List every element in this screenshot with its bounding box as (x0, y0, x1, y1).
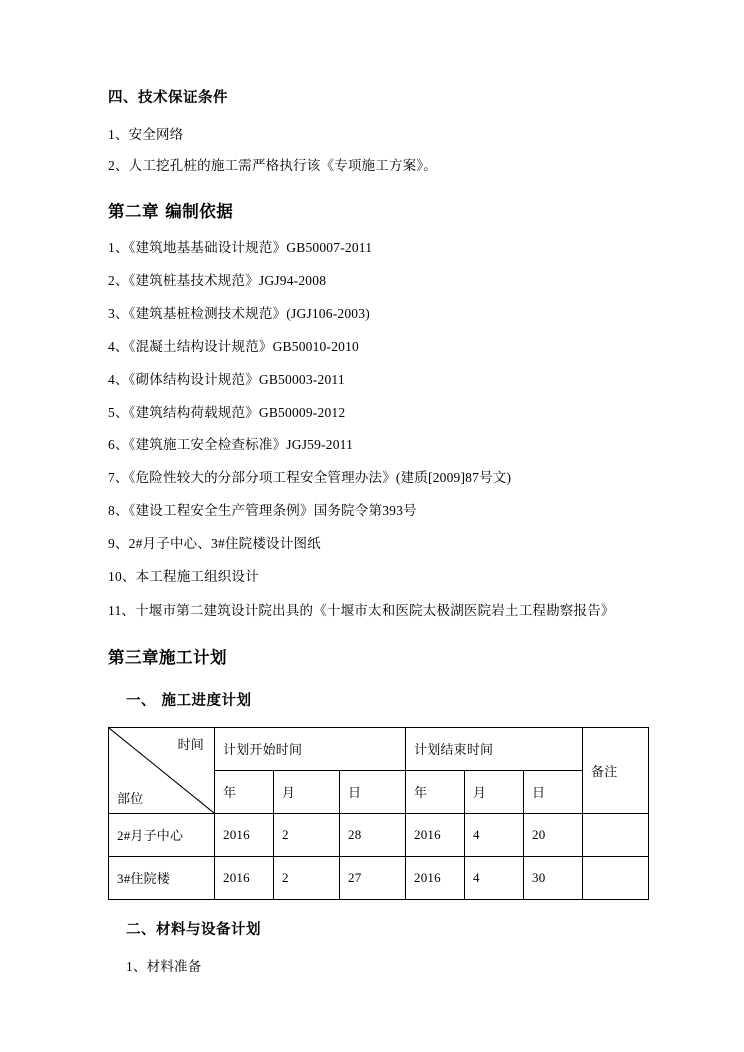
reference-item-11: 10、本工程施工组织设计 (108, 568, 259, 584)
table-corner-cell (109, 727, 215, 813)
row-remark (583, 813, 649, 856)
header-remark: 备注 (583, 727, 649, 813)
reference-item-5: 4、《砌体结构设计规范》GB50003-2011 (108, 371, 345, 387)
subsection-2-title: 二、材料与设备计划 (126, 921, 261, 938)
subsection-1-title: 一、 施工进度计划 (126, 693, 252, 710)
table-header-row (109, 727, 649, 770)
row-start-month: 2 (274, 813, 340, 856)
row-start-year: 2016 (215, 856, 274, 899)
chapter-2-title: 第二章 编制依据 (108, 202, 234, 222)
reference-item-12: 11、十堰市第二建筑设计院出具的《十堰市太和医院太极湖医院岩土工程勘察报告》 (108, 602, 615, 618)
header-planned-start: 计划开始时间 (215, 727, 406, 770)
row-start-day: 28 (340, 813, 406, 856)
reference-item-10: 9、2#月子中心、3#住院楼设计图纸 (108, 535, 321, 551)
chapter-3-title: 第三章施工计划 (108, 648, 227, 668)
subheader-end-month: 月 (465, 770, 524, 813)
subheader-end-year: 年 (406, 770, 465, 813)
subheader-start-year: 年 (215, 770, 274, 813)
row-end-month: 4 (465, 856, 524, 899)
paragraph-manual-pile: 2、人工挖孔桩的施工需严格执行该《专项施工方案》。 (108, 157, 437, 173)
document-body (108, 88, 648, 998)
reference-item-3: 3、《建筑基桩检测技术规范》(JGJ106-2003) (108, 305, 370, 321)
row-end-day: 20 (524, 813, 583, 856)
subheader-start-month: 月 (274, 770, 340, 813)
subheader-end-day: 日 (524, 770, 583, 813)
row-start-year: 2016 (215, 813, 274, 856)
row-remark (583, 856, 649, 899)
row-part-name: 2#月子中心 (109, 813, 215, 856)
reference-item-4: 4、《混凝土结构设计规范》GB50010-2010 (108, 338, 359, 354)
paragraph-safety-network: 1、安全网络 (108, 126, 184, 142)
corner-label-part: 部位 (117, 790, 144, 806)
header-planned-end: 计划结束时间 (406, 727, 583, 770)
material-preparation-item: 1、材料准备 (126, 958, 202, 974)
corner-label-time: 时间 (177, 736, 204, 752)
row-end-year: 2016 (406, 813, 465, 856)
reference-item-2: 2、《建筑桩基技术规范》JGJ94-2008 (108, 273, 327, 289)
table-row (109, 813, 649, 856)
reference-item-7: 6、《建筑施工安全检查标准》JGJ59-2011 (108, 437, 354, 453)
reference-item-8: 7、《危险性较大的分部分项工程安全管理办法》(建质[2009]87号文) (108, 470, 512, 486)
row-end-day: 30 (524, 856, 583, 899)
reference-item-9: 8、《建设工程安全生产管理条例》国务院令第393号 (108, 503, 417, 519)
row-end-month: 4 (465, 813, 524, 856)
page-bottom-spacer (108, 988, 648, 998)
reference-item-6: 5、《建筑结构荷载规范》GB50009-2012 (108, 404, 346, 420)
row-end-year: 2016 (406, 856, 465, 899)
construction-schedule-table (108, 727, 649, 900)
row-start-month: 2 (274, 856, 340, 899)
section-heading-technical-guarantee: 四、技术保证条件 (108, 90, 228, 106)
row-start-day: 27 (340, 856, 406, 899)
row-part-name: 3#住院楼 (109, 856, 215, 899)
reference-item-1: 1、《建筑地基基础设计规范》GB50007-2011 (108, 240, 373, 256)
table-row (109, 856, 649, 899)
subheader-start-day: 日 (340, 770, 406, 813)
